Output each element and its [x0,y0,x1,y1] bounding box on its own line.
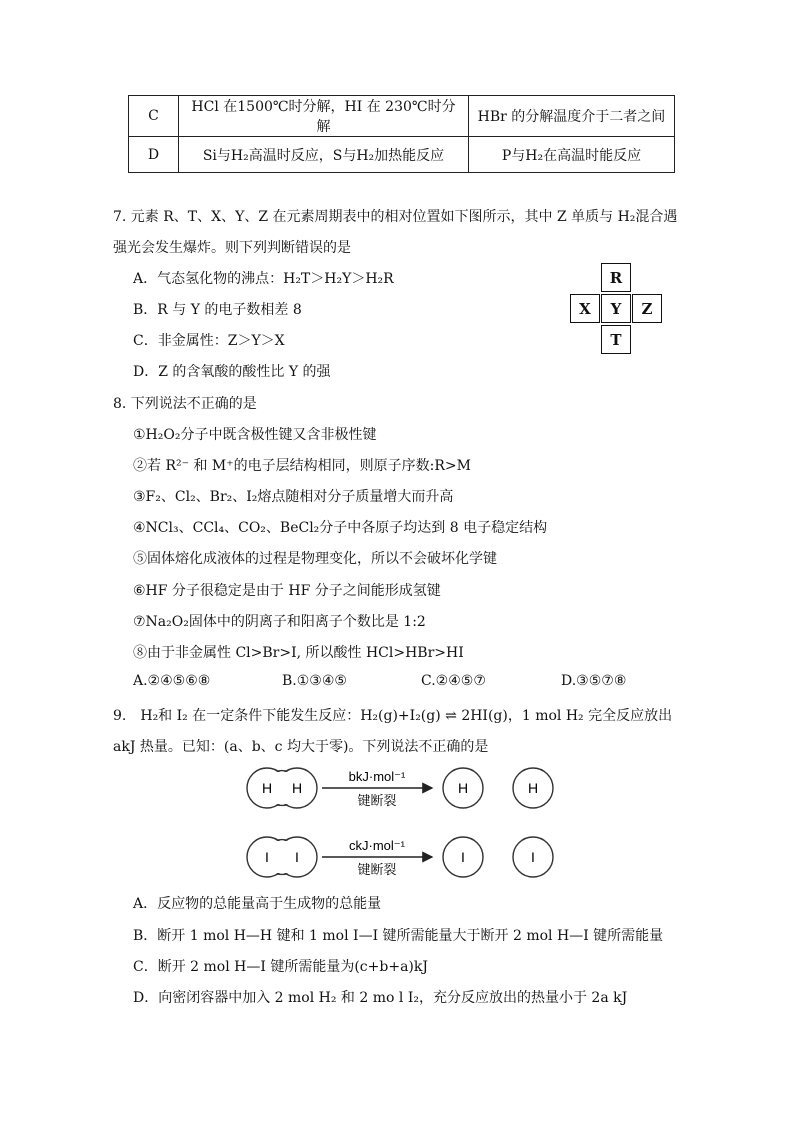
q8-choice-d: D.③⑤⑦⑧ [561,673,627,689]
i-energy-label: ckJ·mol⁻¹ [349,838,405,853]
q8-item: ①H₂O₂分子中既含极性键又含非极性键 [133,427,377,443]
h-label: H [261,780,273,796]
q7-stem-line2: 强光会发生爆炸。则下列判断错误的是 [113,240,351,256]
grid-cell-x: X [570,294,600,323]
q8-choice-c: C.②④⑤⑦ [421,673,486,689]
row-label: C [129,96,179,137]
h-label: H [291,780,303,796]
row-conclusion: P与H₂在高温时能反应 [469,137,675,173]
q8-item: ③F₂、Cl₂、Br₂、I₂熔点随相对分子质量增大而升高 [133,489,454,505]
q9-option-b: B．断开 1 mol H—H 键和 1 mol I—I 键所需能量大于断开 2 mol H—I 键所需能量 [133,928,664,944]
q9-option-a: A．反应物的总能量高于生成物的总能量 [133,896,382,912]
q8-item: ⑥HF 分子很稳定是由于 HF 分子之间能形成氢键 [133,583,441,599]
grid-cell-r: R [601,263,631,292]
q9-option-c: C．断开 2 mol H—I 键所需能量为(c+b+a)kJ [133,959,428,975]
h-energy-label: bkJ·mol⁻¹ [348,769,406,784]
table-row [129,137,675,173]
q8-stem: 8. 下列说法不正确的是 [113,396,257,412]
row-fact: HCl 在1500℃时分解，HI 在 230℃时分解 [179,96,469,137]
bond-breaking-diagram [240,762,570,882]
grid-cell-t: T [601,325,631,354]
q8-item: ⑤固体熔化成液体的过程是物理变化，所以不会破坏化学键 [133,551,497,567]
i-atom-label: I [531,849,535,865]
q7-stem-line1: 7. 元素 R、T、X、Y、Z 在元素周期表中的相对位置如下图所示，其中 Z 单质与 H₂混合遇 [113,209,678,225]
i-label: I [295,849,299,865]
i2-molecule [247,837,317,877]
q7-option-b: B．R 与 Y 的电子数相差 8 [133,302,302,318]
row-conclusion: HBr 的分解温度介于二者之间 [469,96,675,137]
q8-item: ⑧由于非金属性 Cl>Br>I, 所以酸性 HCl>HBr>HI [133,645,464,661]
grid-cell-y: Y [601,294,631,323]
q8-item: ⑦Na₂O₂固体中的阴离子和阳离子个数比是 1:2 [133,614,426,630]
h-atom-label: H [457,780,469,796]
h-caption: 键断裂 [357,793,397,808]
table-row [129,96,675,137]
i-atom-label: I [461,849,465,865]
q9-stem-line1: 9. H₂和 I₂ 在一定条件下能发生反应：H₂(g)+I₂(g) ⇌ 2HI(g)，1 mol H₂ 完全反应放出 [113,708,673,724]
q7-option-d: D．Z 的含氧酸的酸性比 Y 的强 [133,364,331,380]
i-label: I [265,849,269,865]
h-atom-label: H [527,780,539,796]
row-fact: Si与H₂高温时反应，S与H₂加热能反应 [179,137,469,173]
q7-option-a: A．气态氢化物的沸点：H₂T＞H₂Y＞H₂R [133,271,394,287]
q8-choice-b: B.①③④⑤ [282,673,347,689]
comparison-table [128,95,675,173]
q9-option-d: D．向密闭容器中加入 2 mol H₂ 和 2 mo l I₂，充分反应放出的热量小于 2a kJ [133,990,628,1006]
grid-cell-z: Z [632,294,662,323]
q8-item: ④NCl₃、CCl₄、CO₂、BeCl₂分子中各原子均达到 8 电子稳定结构 [133,520,548,536]
h2-molecule [247,768,317,808]
q9-stem-line2: akJ 热量。已知：(a、b、c 均大于零)。下列说法不正确的是 [113,739,489,755]
q8-item: ②若 R²⁻ 和 M⁺的电子层结构相同，则原子序数:R>M [133,458,471,474]
row-label: D [129,137,179,173]
q8-choice-a: A.②④⑤⑥⑧ [133,673,211,689]
i-caption: 键断裂 [357,862,397,877]
q7-option-c: C．非金属性：Z＞Y＞X [133,333,285,349]
